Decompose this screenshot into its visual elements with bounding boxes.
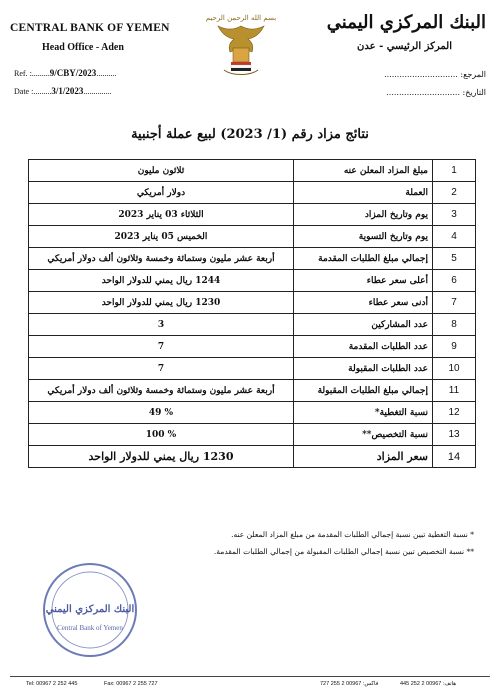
ar-ref-label: المرجع: <box>460 70 486 79</box>
note-allocation: ** نسبة التخصيص تبين نسبة إجمالي الطلبات المقبولة من إجمالي الطلبات المقدمة. <box>213 547 474 556</box>
row-number: 6 <box>433 270 476 292</box>
row-label: يوم وتاريخ التسوية <box>294 226 433 248</box>
row-value: 7 <box>29 336 294 358</box>
row-number: 5 <box>433 248 476 270</box>
ar-date-label: التاريخ: <box>462 88 486 97</box>
row-label: إجمالي مبلغ الطلبات المقدمة <box>294 248 433 270</box>
row-label: عدد الطلبات المقبولة <box>294 358 433 380</box>
row-label: أدنى سعر عطاء <box>294 292 433 314</box>
yemen-emblem-icon <box>206 8 276 82</box>
bank-stamp-icon <box>40 560 140 660</box>
ref-value: 9/CBY/2023 <box>49 68 97 78</box>
date-value: 3/1/2023 <box>51 86 84 96</box>
ref-label: Ref. <box>14 69 28 78</box>
row-number: 2 <box>433 182 476 204</box>
note-coverage: * نسبة التغطية تبين نسبة إجمالي الطلبات المقدمة من مبلغ المزاد المعلن عنه. <box>231 530 474 539</box>
table-row <box>29 226 476 248</box>
row-number: 4 <box>433 226 476 248</box>
row-number: 3 <box>433 204 476 226</box>
row-value: الثلاثاء 03 يناير 2023 <box>29 204 294 226</box>
table-row <box>29 358 476 380</box>
head-office-arabic: المركز الرئيسي - عدن <box>357 41 452 52</box>
row-number: 13 <box>433 424 476 446</box>
footer-left-fax: Fax: 00967 2 255 727 <box>104 681 158 687</box>
table-row <box>29 314 476 336</box>
table-row <box>29 160 476 182</box>
row-value: ثلاثون مليون <box>29 160 294 182</box>
row-label: إجمالي مبلغ الطلبات المقبولة <box>294 380 433 402</box>
row-label: مبلغ المزاد المعلن عنه <box>294 160 433 182</box>
row-label: العملة <box>294 182 433 204</box>
table-row <box>29 182 476 204</box>
row-value: 1230 ريال يمني للدولار الواحد <box>29 292 294 314</box>
table-row <box>29 402 476 424</box>
ref-line: Ref. :.........9/CBY/2023.......... <box>14 68 117 78</box>
row-value: أربعة عشر مليون وستمائة وخمسة وثلاثون ألف دولار أمريكي <box>29 380 294 402</box>
row-number: 14 <box>433 446 476 468</box>
stamp-arabic-text: البنك المركزي اليمني <box>45 604 135 615</box>
emblem-basmala: بسم الله الرحمن الرحيم <box>206 14 276 22</box>
footer-right-tel: هاتف: 00967 2 252 445 <box>400 681 457 687</box>
row-label: سعر المزاد <box>294 446 433 468</box>
row-label: عدد الطلبات المقدمة <box>294 336 433 358</box>
row-value: دولار أمريكي <box>29 182 294 204</box>
ar-ref-line: المرجع: ............................. <box>384 70 486 79</box>
table-row <box>29 424 476 446</box>
table-row <box>29 446 476 468</box>
row-number: 7 <box>433 292 476 314</box>
table-row <box>29 270 476 292</box>
row-number: 11 <box>433 380 476 402</box>
row-number: 10 <box>433 358 476 380</box>
row-number: 1 <box>433 160 476 182</box>
table-row <box>29 336 476 358</box>
auction-results-table <box>28 159 476 468</box>
row-value: % 49 <box>29 402 294 424</box>
ar-date-line: التاريخ: ............................. <box>386 88 486 97</box>
head-office-english: Head Office - Aden <box>42 42 124 53</box>
row-number: 8 <box>433 314 476 336</box>
table-row <box>29 248 476 270</box>
row-value: 1244 ريال يمني للدولار الواحد <box>29 270 294 292</box>
row-label: نسبة التخصيص** <box>294 424 433 446</box>
row-value: 1230 ريال يمني للدولار الواحد <box>29 446 294 468</box>
bank-name-arabic: البنك المركزي اليمني <box>326 12 486 33</box>
stamp-english-text: Central Bank of Yemen <box>57 624 123 632</box>
row-label: نسبة التغطية* <box>294 402 433 424</box>
footer-divider <box>10 676 490 677</box>
row-label: أعلى سعر عطاء <box>294 270 433 292</box>
bank-name-english: CENTRAL BANK OF YEMEN <box>10 22 170 34</box>
row-label: عدد المشاركين <box>294 314 433 336</box>
row-value: أربعة عشر مليون وستمائة وخمسة وثلاثون ألف دولار أمريكي <box>29 248 294 270</box>
table-row <box>29 204 476 226</box>
footer-right-fax: فاكس: 00967 2 255 727 <box>320 681 379 687</box>
row-value: الخميس 05 يناير 2023 <box>29 226 294 248</box>
row-number: 12 <box>433 402 476 424</box>
date-line: Date :.........3/1/2023.............. <box>14 86 112 96</box>
table-row <box>29 292 476 314</box>
table-row <box>29 380 476 402</box>
date-label: Date <box>14 87 30 96</box>
footer-left-tel: Tel: 00967 2 252 445 <box>26 681 78 687</box>
row-value: 7 <box>29 358 294 380</box>
row-label: يوم وتاريخ المزاد <box>294 204 433 226</box>
row-number: 9 <box>433 336 476 358</box>
row-value: % 100 <box>29 424 294 446</box>
document-title: نتائج مزاد رقم (1/ 2023) لبيع عملة أجنبية <box>131 127 369 142</box>
row-value: 3 <box>29 314 294 336</box>
